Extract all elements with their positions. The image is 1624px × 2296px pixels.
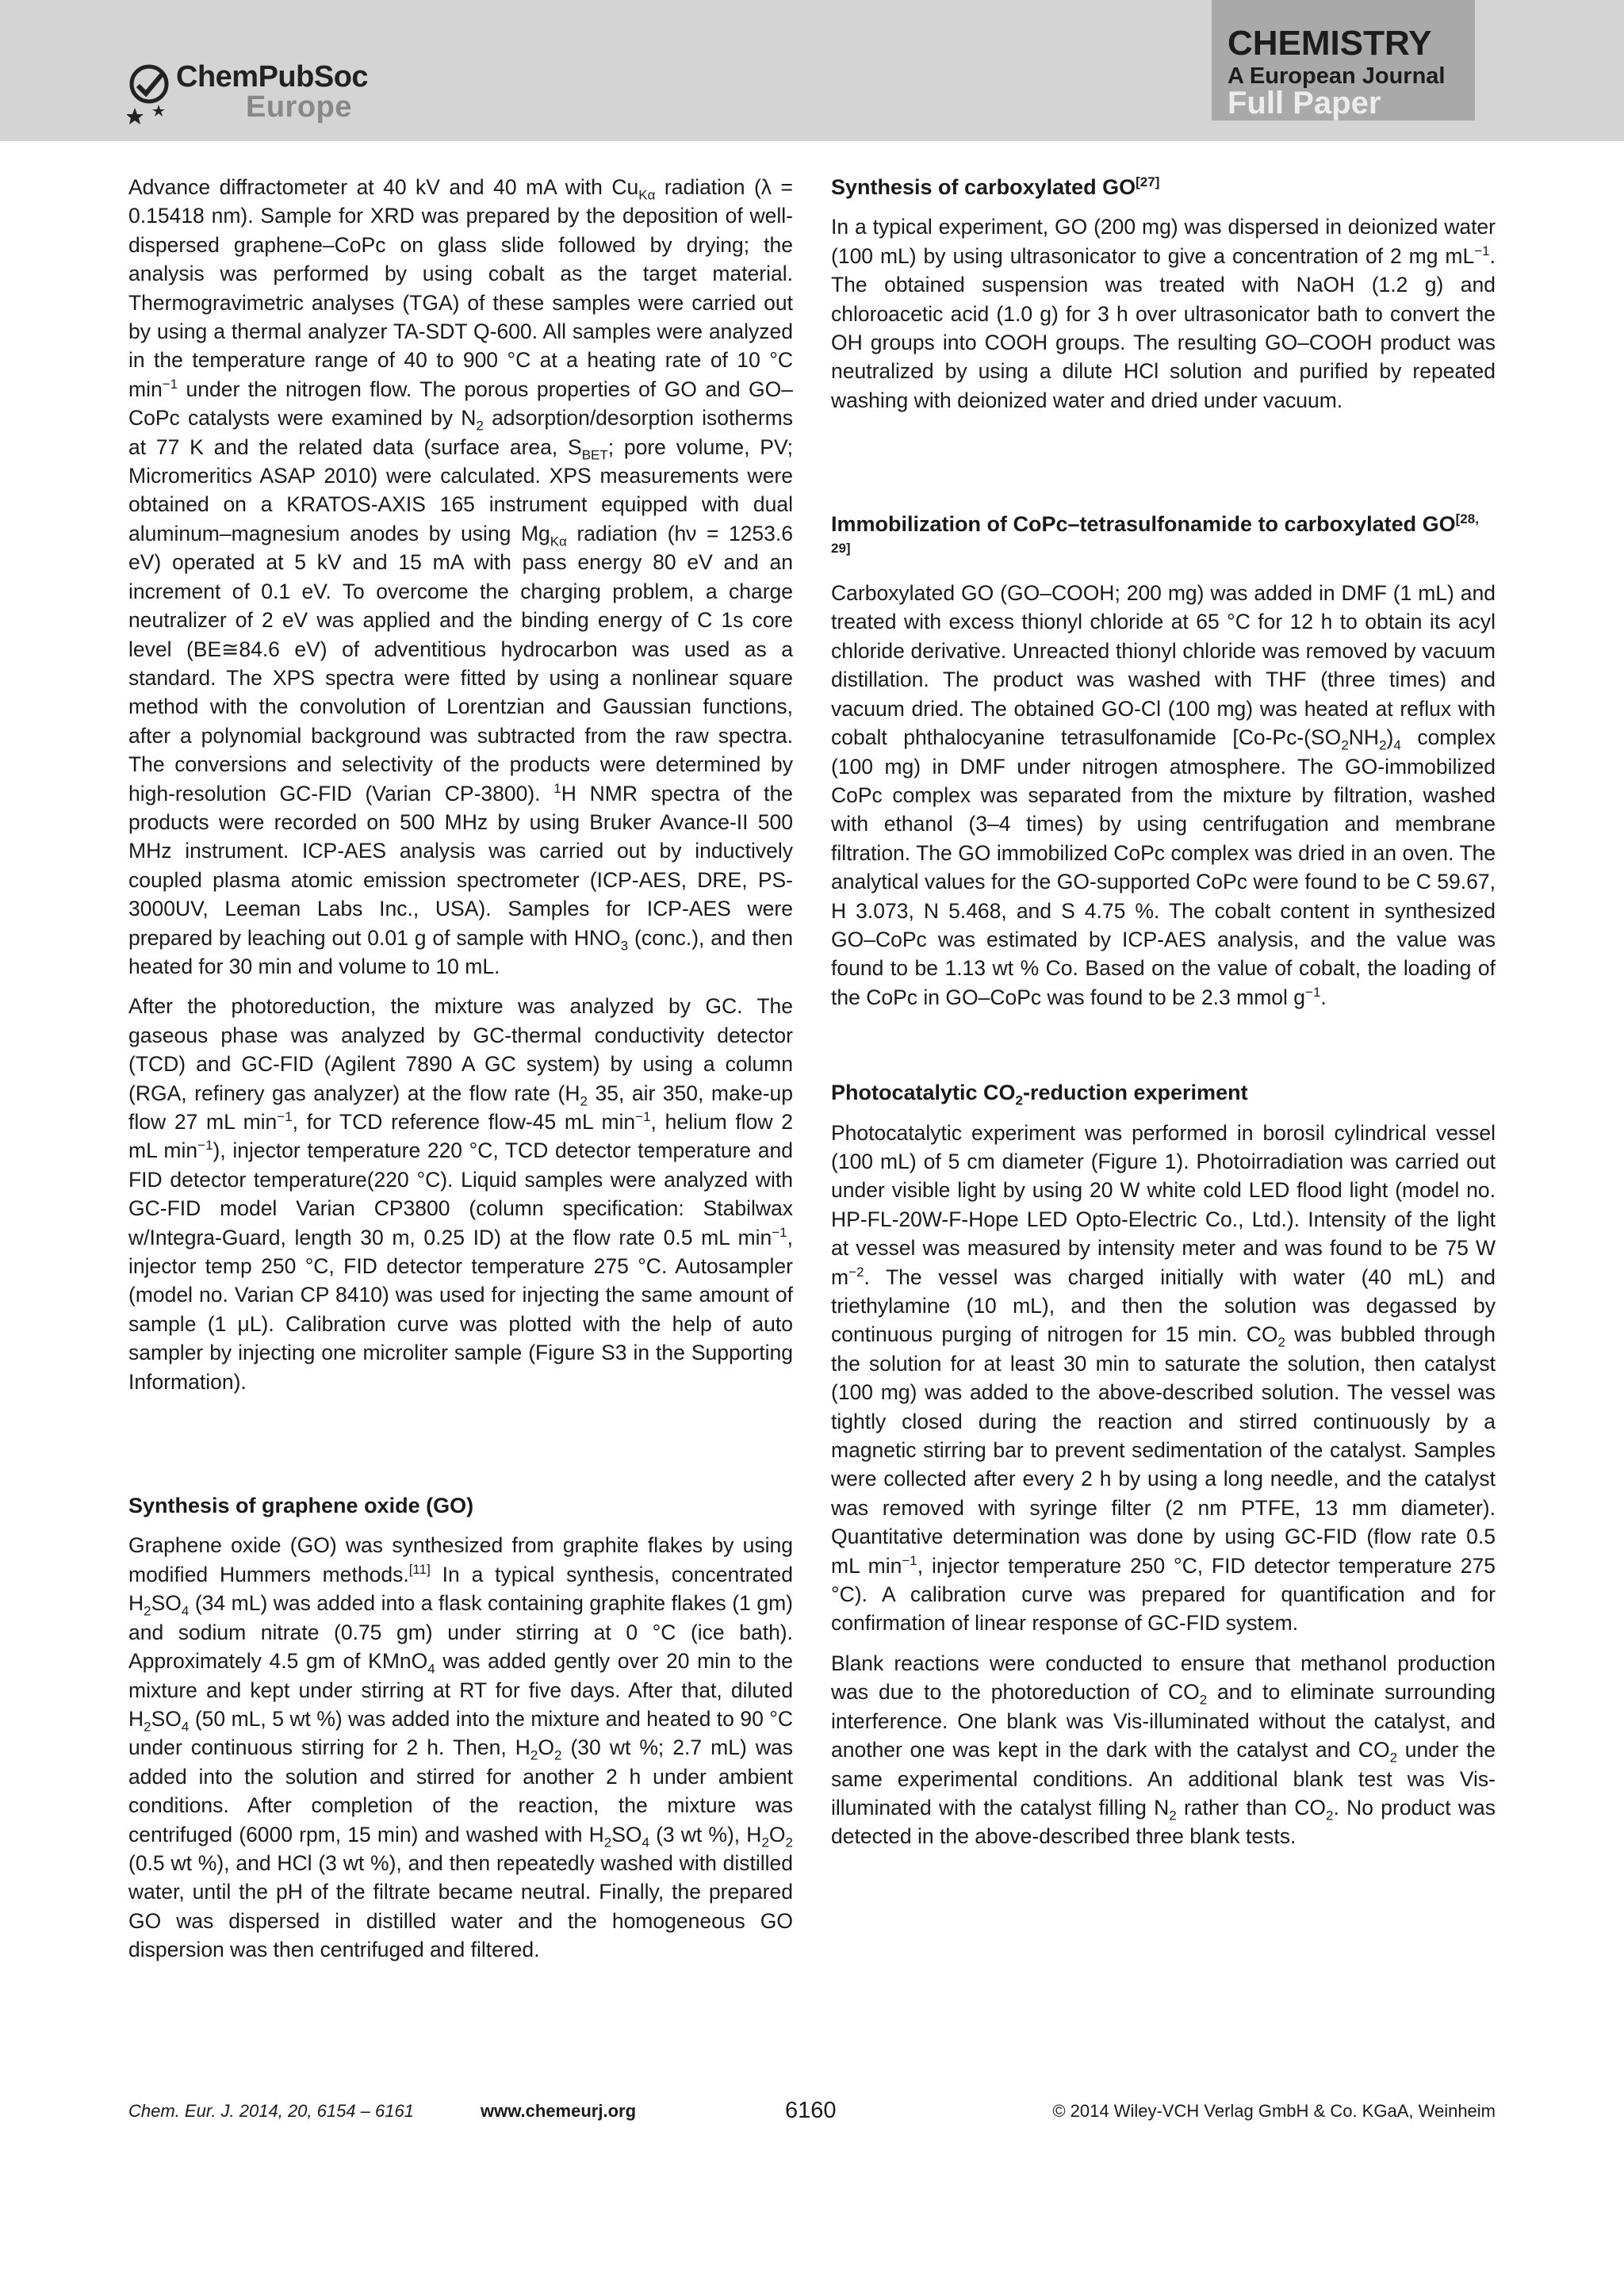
journal-title-box: [1212, 0, 1475, 121]
publisher-logo[interactable]: [127, 59, 396, 130]
copyright-notice: © 2014 Wiley-VCH Verlag GmbH & Co. KGaA, Weinheim: [1052, 2101, 1496, 2121]
heading-carboxylated-go: Synthesis of carboxylated GO[27]: [831, 174, 1160, 199]
reference-link[interactable]: [11]: [408, 1562, 431, 1578]
paragraph-instrumentation: Advance diffractometer at 40 kV and 40 mA with $Cu_{K\alpha}$ radiation (λ = 0.15418 nm). Sample for XRD was prepared by the deposition of well-dispersed graphene–CoPc on glass slide followed by drying; the analysis was performed by using cobalt as the target material. Thermogravimetric analyses (TGA) of these samples were carried out by using a thermal analyzer TA-SDT Q-600. All samples were analyzed in the temperature range of 40 to 900 °C at a heating rate of 10 °C $\min^{-1}$ under the nitrogen flow. The porous properties of GO and GO–CoPc catalysts were examined by $N_2$ adsorption/desorption isotherms at 77 K and the related data (surface area, $S_{BET}$; pore volume, PV; Micromeritics ASAP 2010) were calculated. XPS measurements were obtained on a KRATOS-AXIS 165 instrument equipped with dual aluminum–magnesium anodes by using $Mg_{K\alpha}$ radiation (hν = 1253.6 eV) operated at 5 kV and 15 mA with pass energy 80 eV and an increment of 0.1 eV. To overcome the charging problem, a charge neutralizer of 2 eV was applied and the binding energy of C 1s core level (BE≅84.6 eV) of adventitious hydrocarbon was used as a standard. The XPS spectra were fitted by using a nonlinear square method with the convolution of Lorentzian and Gaussian functions, after a polynomial background was subtracted from the raw spectra. The conversions and selectivity of the products were determined by high-resolution GC-FID (Varian CP-3800). $^1$H NMR spectra of the products were recorded on 500 MHz by using Bruker Avance-II 500 MHz instrument. ICP-AES analysis was carried out by inductively coupled plasma atomic emission spectrometer (ICP-AES, DRE, PS-3000UV, Leeman Labs Inc., USA). Samples for ICP-AES were prepared by leaching out 0.01 g of sample with $HNO_3$ (conc.), and then heated for 30 min and volume to 10 mL.: [128, 175, 793, 978]
paragraph-blank-reactions: Blank reactions were conducted to ensure that methanol production was due to the photoreduction of $CO_2$ and to eliminate surrounding interference. One blank was Vis-illuminated without the catalyst, and another one was kept in the dark with the catalyst and $CO_2$ under the same experimental conditions. An additional blank test was Vis-illuminated with the catalyst filling $N_2$ rather than $CO_2$. No product was detected in the above-described three blank tests.: [831, 1651, 1496, 1849]
publisher-region: Europe: [246, 90, 352, 124]
article-type: Full Paper: [1228, 86, 1381, 121]
journal-url-link[interactable]: www.chemeurj.org: [481, 2101, 637, 2121]
reference-link[interactable]: [28, 29]: [831, 511, 1479, 556]
paragraph-immobilization: Carboxylated GO (GO–COOH; 200 mg) was added in DMF (1 mL) and treated with excess thionyl chloride at 65 °C for 12 h to obtain its acyl chloride derivative. Unreacted thionyl chloride was removed by vacuum distillation. The product was washed with THF (three times) and vacuum dried. The obtained GO-Cl (100 mg) was heated at reflux with cobalt phthalocyanine tetrasulfonamide [$Co-Pc-(SO_2NH_2)_4$ complex (100 mg) in DMF under nitrogen atmosphere. The GO-immobilized CoPc complex was separated from the mixture by filtration, washed with ethanol (3–4 times) by using centrifugation and membrane filtration. The GO immobilized CoPc complex was dried in an oven. The analytical values for the GO-supported CoPc were found to be C 59.67, H 3.073, N 5.468, and S 4.75 %. The cobalt content in synthesized GO–CoPc was estimated by ICP-AES analysis, and the value was found to be 1.13 wt % Co. Based on the value of cobalt, the loading of the CoPc in GO–CoPc was found to be 2.3 mmol $g^{-1}$.: [831, 581, 1496, 1009]
reference-link[interactable]: [27]: [1136, 174, 1160, 189]
heading-immobilization: Immobilization of CoPc–tetrasulfonamide to carboxylated GO[28, 29]: [831, 511, 1479, 556]
heading-graphene-oxide: Synthesis of graphene oxide (GO): [128, 1494, 474, 1518]
publisher-name: ChemPubSoc: [176, 60, 369, 94]
heading-photocatalytic: Photocatalytic $CO_2$-reduction experiment: [831, 1081, 1248, 1108]
page-footer: [128, 2098, 1496, 2133]
paragraph-gc-analysis: After the photoreduction, the mixture was analyzed by GC. The gaseous phase was analyzed by GC-thermal conductivity detector (TCD) and GC-FID (Agilent 7890 A GC system) by using a column (RGA, refinery gas analyzer) at the flow rate ($H_2$ 35, air 350, make-up flow 27 mL $\min^{-1}$, for TCD reference flow-45 mL $\min^{-1}$, helium flow 2 mL $\min^{-1}$), injector temperature 220 °C, TCD detector temperature and FID detector temperature(220 °C). Liquid samples were analyzed with GC-FID model Varian CP3800 (column specification: Stabilwax w/Integra-Guard, length 30 m, 0.25 ID) at the flow rate 0.5 mL $\min^{-1}$, injector temp 250 °C, FID detector temperature 275 °C. Autosampler (model no. Varian CP 8410) was used for injecting the same amount of sample (1 μL). Calibration curve was plotted with the help of auto sampler by injecting one microliter sample (Figure S3 in the Supporting Information).: [128, 994, 793, 1394]
paragraph-carboxylation: In a typical experiment, GO (200 mg) was dispersed in deionized water (100 mL) by using ultrasonicator to give a concentration of 2 mg $mL^{-1}$. The obtained suspension was treated with NaOH (1.2 g) and chloroacetic acid (1.0 g) for 3 h over ultrasonicator bath to convert the OH groups into COOH groups. The resulting GO–COOH product was neutralized by using a dilute HCl solution and purified by repeated washing with deionized water and dried under vacuum.: [831, 215, 1496, 412]
journal-citation: Chem. Eur. J. 2014, 20, 6154 – 6161: [128, 2101, 414, 2121]
chempubsoc-logo-icon: [127, 59, 174, 127]
right-column: [831, 173, 1496, 1851]
journal-subtitle: A European Journal: [1228, 63, 1446, 89]
left-column: [128, 173, 793, 1965]
journal-name: CHEMISTRY: [1228, 24, 1432, 63]
page-number: 6160: [785, 2098, 837, 2123]
paragraph-go-synthesis: Graphene oxide (GO) was synthesized from graphite flakes by using modified Hummers methods.[11] In a typical synthesis, concentrated $H_2SO_4$ (34 mL) was added into a flask containing graphite flakes (1 gm) and sodium nitrate (0.75 gm) under stirring at 0 °C (ice bath). Approximately 4.5 gm of KMnO$_4$ was added gently over 20 min to the mixture and kept under stirring at RT for five days. After that, diluted $H_2SO_4$ (50 mL, 5 wt %) was added into the mixture and heated to 90 °C under continuous stirring for 2 h. Then, $H_2O_2$ (30 wt %; 2.7 mL) was added into the solution and stirred for another 2 h under ambient conditions. After completion of the reaction, the mixture was centrifuged (6000 rpm, 15 min) and washed with $H_2SO_4$ (3 wt %), $H_2O_2$ (0.5 wt %), and HCl (3 wt %), and then repeatedly washed with distilled water, until the pH of the filtrate became neutral. Finally, the prepared GO was dispersed in distilled water and the homogeneous GO dispersion was then centrifuged and filtered.: [128, 1533, 794, 1962]
header-band: [0, 0, 1624, 141]
paragraph-photocatalytic-experiment: Photocatalytic experiment was performed in borosil cylindrical vessel (100 mL) of 5 cm diameter (Figure 1). Photoirradiation was carried out under visible light by using 20 W white cold LED flood light (model no. HP-FL-20W-F-Hope LED Opto-Electric Co., Ltd.). Intensity of the light at vessel was measured by intensity meter and was found to be 75 W $m^{-2}$. The vessel was charged initially with water (40 mL) and triethylamine (10 mL), and then the solution was degassed by continuous purging of nitrogen for 15 min. $CO_2$ was bubbled through the solution for at least 30 min to saturate the solution, then catalyst (100 mg) was added to the above-described solution. The vessel was tightly closed during the reaction and stirred continuously by a magnetic stirring bar to prevent sedimentation of the catalyst. Samples were collected after every 2 h by using a long needle, and the catalyst was removed with syringe filter (2 nm PTFE, 13 mm diameter). Quantitative determination was done by using GC-FID (flow rate 0.5 mL $\min^{-1}$, injector temperature 250 °C, FID detector temperature 275 °C). A calibration curve was prepared for quantification and for confirmation of linear response of GC-FID system.: [831, 1120, 1496, 1636]
